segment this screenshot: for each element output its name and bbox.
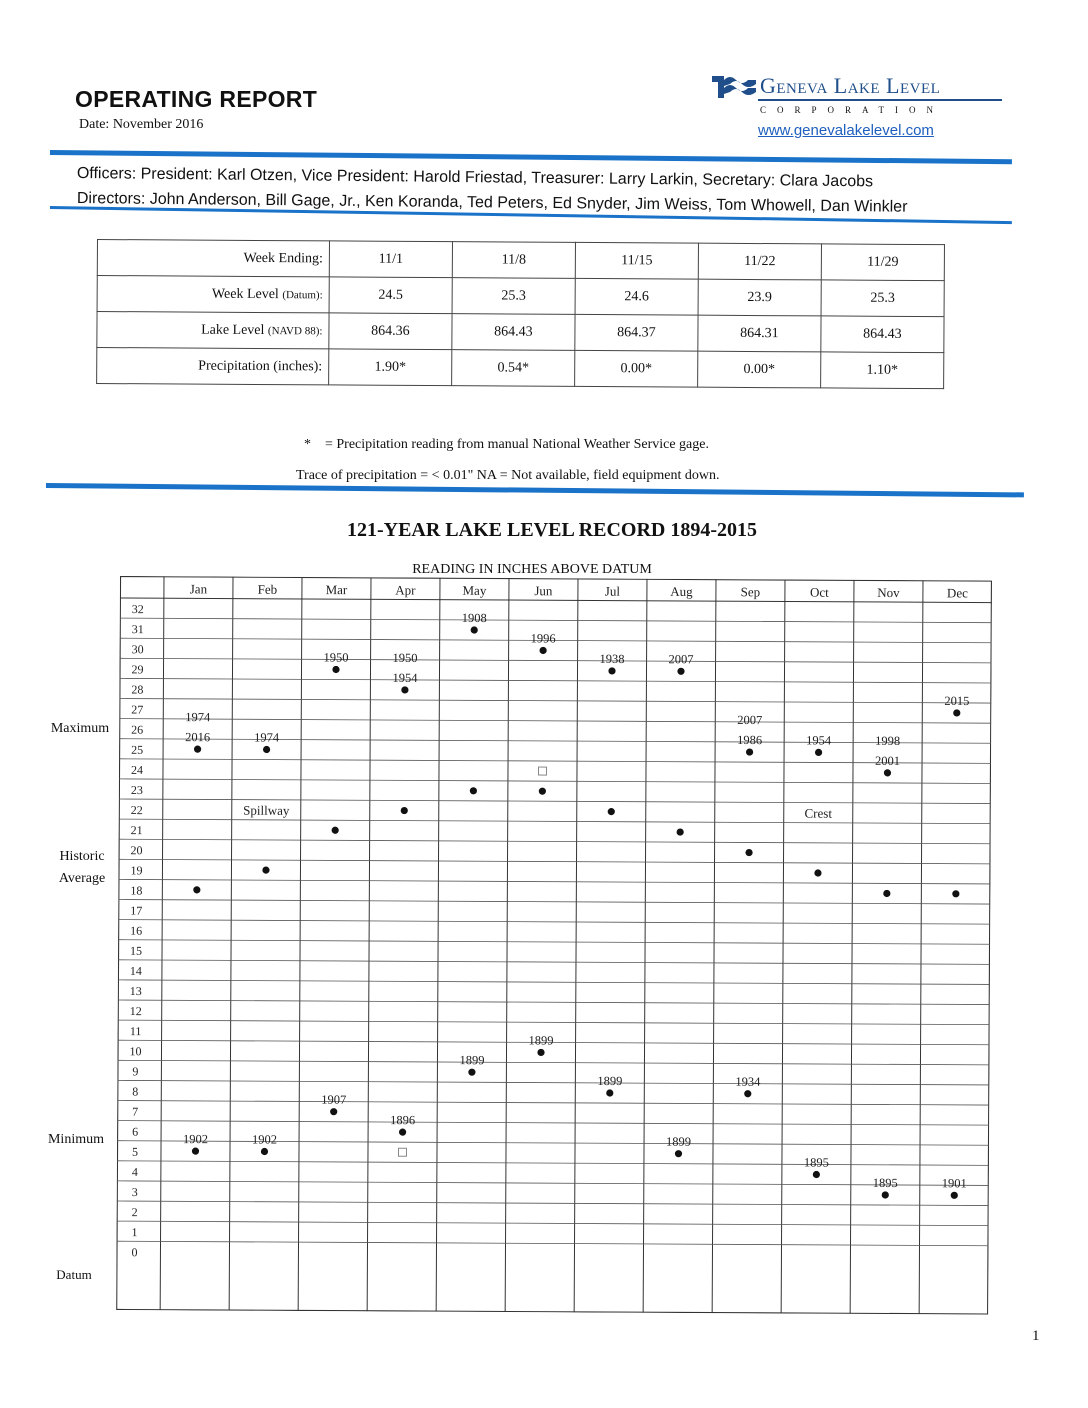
grid-hline bbox=[119, 698, 991, 703]
grid-hline bbox=[118, 960, 990, 965]
month-header: Sep bbox=[740, 584, 761, 600]
grid-vline bbox=[643, 579, 647, 1313]
min-year-label: 1902 bbox=[183, 1132, 209, 1147]
min-year-label: 1899 bbox=[459, 1053, 485, 1068]
website-link[interactable]: www.genevalakelevel.com bbox=[758, 122, 934, 139]
max-level-dot bbox=[746, 748, 753, 755]
month-header: Feb bbox=[257, 581, 278, 597]
week-ending-cell: 11/29 bbox=[821, 244, 944, 281]
week-level-cell: 24.6 bbox=[575, 278, 698, 315]
record-grid-svg bbox=[116, 576, 992, 1315]
level-label: 14 bbox=[129, 963, 142, 978]
asterisk-note: * = Precipitation reading from manual National Weather Service gage. bbox=[304, 437, 709, 452]
grid-hline bbox=[117, 1080, 989, 1085]
average-level-dot bbox=[883, 890, 890, 897]
grid-hline bbox=[117, 1141, 989, 1146]
max-level-dot bbox=[884, 769, 891, 776]
month-header: Mar bbox=[325, 582, 348, 598]
max-level-dot bbox=[677, 668, 684, 675]
week-ending-cell: 11/1 bbox=[329, 241, 452, 278]
lake-level-cell: 864.37 bbox=[575, 314, 698, 351]
report-date: Date: November 2016 bbox=[79, 117, 204, 132]
max-year-label: 2016 bbox=[185, 730, 211, 745]
month-header: May bbox=[462, 582, 487, 598]
grid-hline bbox=[118, 980, 990, 985]
level-label: 2 bbox=[131, 1205, 138, 1220]
grid-hline bbox=[119, 719, 991, 724]
header-divider bbox=[50, 150, 1012, 164]
max-year-label: 2001 bbox=[875, 753, 901, 768]
min-year-label: 1896 bbox=[390, 1113, 416, 1128]
grid-hline bbox=[118, 940, 990, 945]
average-level-dot bbox=[193, 886, 200, 893]
side-label-minimum: Minimum bbox=[47, 1132, 104, 1147]
min-year-label: 1907 bbox=[321, 1092, 347, 1107]
level-label: 19 bbox=[130, 863, 143, 878]
max-level-dot bbox=[815, 749, 822, 756]
week-ending-row bbox=[97, 240, 944, 281]
min-level-dot bbox=[675, 1150, 682, 1157]
lake-level-record-grid bbox=[116, 576, 992, 1315]
max-year-label: 1950 bbox=[392, 650, 418, 666]
level-label: 17 bbox=[130, 903, 143, 918]
average-level-dot bbox=[401, 807, 408, 814]
week-level-cell: 25.3 bbox=[452, 278, 575, 315]
grid-vline bbox=[367, 577, 371, 1311]
max-year-label: 1974 bbox=[254, 730, 280, 745]
min-level-dot bbox=[468, 1069, 475, 1076]
level-label: 12 bbox=[129, 1004, 142, 1019]
lake-level-label: Lake Level (NAVD 88): bbox=[97, 312, 329, 349]
annotation-label: Spillway bbox=[243, 802, 290, 818]
average-level-dot bbox=[608, 808, 615, 815]
min-year-label: 1901 bbox=[941, 1176, 967, 1191]
max-level-dot bbox=[539, 647, 546, 654]
level-label: 15 bbox=[130, 943, 143, 958]
side-label-datum: Datum bbox=[56, 1267, 92, 1282]
grid-vline bbox=[160, 576, 164, 1310]
min-year-label: 1934 bbox=[735, 1074, 761, 1089]
grid-hline bbox=[118, 1020, 990, 1025]
level-label: 3 bbox=[131, 1184, 138, 1200]
record-title: 121-YEAR LAKE LEVEL RECORD 1894-2015 bbox=[346, 519, 758, 541]
grid-hline bbox=[119, 759, 991, 764]
average-level-dot bbox=[745, 849, 752, 856]
lake-level-cell: 864.43 bbox=[452, 314, 575, 351]
grid-vline bbox=[919, 580, 923, 1314]
current-level-marker bbox=[398, 1148, 406, 1156]
level-label: 4 bbox=[131, 1164, 138, 1179]
max-year-label: 2015 bbox=[944, 693, 970, 708]
month-header: Oct bbox=[809, 584, 829, 600]
min-year-label: 1895 bbox=[872, 1175, 898, 1191]
average-level-dot bbox=[470, 787, 477, 794]
month-header: Aug bbox=[670, 583, 693, 599]
grid-hline bbox=[117, 1121, 989, 1126]
min-level-dot bbox=[606, 1089, 613, 1096]
week-ending-label: Week Ending: bbox=[97, 240, 329, 277]
annotation-label: Crest bbox=[804, 805, 833, 821]
grid-hline bbox=[117, 1100, 989, 1105]
record-subtitle: READING IN INCHES ABOVE DATUM bbox=[412, 562, 652, 577]
min-level-dot bbox=[951, 1192, 958, 1199]
level-label: 23 bbox=[130, 782, 143, 798]
month-header: Jun bbox=[534, 583, 553, 599]
week-ending-cell: 11/15 bbox=[575, 242, 698, 279]
month-header: Nov bbox=[877, 584, 900, 601]
level-label: 9 bbox=[132, 1064, 139, 1079]
max-year-label: 1996 bbox=[530, 631, 556, 646]
notes-divider bbox=[46, 483, 1024, 497]
month-header: Jul bbox=[604, 583, 621, 599]
precipitation-cell: 1.90* bbox=[329, 349, 452, 386]
min-level-dot bbox=[192, 1148, 199, 1155]
max-year-label: 1950 bbox=[323, 650, 349, 665]
average-level-dot bbox=[814, 869, 821, 876]
company-logo-subtitle: CORPORATION bbox=[760, 105, 945, 115]
max-level-dot bbox=[471, 626, 478, 633]
level-label: 25 bbox=[131, 742, 144, 757]
min-level-dot bbox=[330, 1108, 337, 1115]
grid-hline bbox=[119, 859, 991, 864]
max-year-label: 1954 bbox=[806, 733, 832, 748]
max-level-dot bbox=[953, 709, 960, 716]
weekly-levels-table bbox=[96, 239, 945, 389]
week-level-row bbox=[97, 276, 944, 317]
level-label: 26 bbox=[131, 722, 144, 737]
level-label: 13 bbox=[129, 983, 142, 999]
min-year-label: 1902 bbox=[252, 1132, 278, 1147]
max-year-label: 2007 bbox=[737, 712, 763, 728]
max-year-label: 1954 bbox=[392, 670, 418, 686]
max-year-label: 1938 bbox=[599, 651, 625, 666]
trace-note: Trace of precipitation = < 0.01" NA = Not available, field equipment down. bbox=[296, 468, 720, 483]
grid-vline bbox=[505, 578, 509, 1312]
directors-line: Directors: John Anderson, Bill Gage, Jr., Ken Koranda, Ted Peters, Ed Snyder, Jim Weiss, Tom Whowell, Dan Winkler bbox=[76, 190, 908, 216]
grid-hline bbox=[120, 598, 992, 603]
month-header: Dec bbox=[946, 585, 968, 601]
grid-vline bbox=[574, 578, 578, 1312]
grid-hline bbox=[117, 1241, 989, 1246]
level-label: 31 bbox=[131, 622, 144, 637]
lake-level-row bbox=[97, 312, 944, 353]
precipitation-row bbox=[97, 348, 944, 389]
lake-level-cell: 864.43 bbox=[821, 316, 944, 353]
page-title: OPERATING REPORT bbox=[75, 86, 318, 112]
level-label: 11 bbox=[129, 1024, 142, 1039]
grid-vline bbox=[436, 578, 440, 1312]
level-label: 32 bbox=[131, 602, 144, 617]
grid-hline bbox=[119, 819, 991, 824]
page-number: 1 bbox=[1032, 1328, 1040, 1344]
grid-hline bbox=[117, 1221, 989, 1226]
level-label: 6 bbox=[132, 1124, 139, 1139]
week-level-label: Week Level (Datum): bbox=[97, 276, 329, 313]
max-year-label: 1908 bbox=[461, 610, 487, 626]
level-label: 24 bbox=[130, 762, 144, 777]
min-level-dot bbox=[744, 1090, 751, 1097]
max-level-dot bbox=[194, 746, 201, 753]
officers-line: Officers: President: Karl Otzen, Vice President: Harold Friestad, Treasurer: Larry Larkin, Secretary: Clara Jacobs bbox=[76, 165, 874, 191]
week-level-cell: 23.9 bbox=[698, 279, 821, 316]
precipitation-label: Precipitation (inches): bbox=[97, 348, 329, 385]
lake-level-cell: 864.36 bbox=[329, 313, 452, 350]
average-level-dot bbox=[332, 827, 339, 834]
max-year-label: 1974 bbox=[185, 710, 211, 725]
average-level-dot bbox=[677, 828, 684, 835]
level-label: 21 bbox=[130, 823, 143, 838]
week-level-cell: 25.3 bbox=[821, 280, 944, 317]
min-level-dot bbox=[882, 1191, 889, 1198]
max-level-dot bbox=[608, 667, 615, 674]
min-year-label: 1895 bbox=[803, 1155, 829, 1170]
side-label-average: Average bbox=[58, 871, 106, 886]
min-year-label: 1899 bbox=[528, 1033, 554, 1048]
level-label: 1 bbox=[131, 1225, 138, 1240]
level-label: 18 bbox=[130, 883, 143, 898]
min-level-dot bbox=[813, 1171, 820, 1178]
geneva-logo-icon bbox=[710, 72, 758, 107]
min-year-label: 1899 bbox=[597, 1073, 623, 1089]
level-label: 30 bbox=[131, 642, 144, 657]
grid-hline bbox=[118, 879, 990, 884]
max-level-dot bbox=[332, 666, 339, 673]
grid-vline bbox=[298, 577, 302, 1311]
grid-hline bbox=[117, 1161, 989, 1166]
level-label: 22 bbox=[130, 803, 143, 818]
grid-hline bbox=[117, 1181, 989, 1186]
side-label-historic: Historic bbox=[59, 849, 105, 864]
grid-hline bbox=[117, 1060, 989, 1065]
grid-hline bbox=[119, 739, 991, 744]
max-level-dot bbox=[401, 686, 408, 693]
week-ending-cell: 11/8 bbox=[452, 242, 575, 279]
side-label-maximum: Maximum bbox=[50, 721, 110, 736]
max-year-label: 2007 bbox=[668, 652, 694, 667]
average-level-dot bbox=[262, 866, 269, 873]
grid-hline bbox=[118, 920, 990, 925]
precipitation-cell: 0.00* bbox=[575, 350, 698, 387]
logo-underline bbox=[758, 99, 1002, 101]
max-year-label: 1986 bbox=[737, 732, 763, 748]
level-label: 27 bbox=[131, 702, 144, 717]
min-year-label: 1899 bbox=[666, 1134, 692, 1149]
level-label: 10 bbox=[129, 1044, 142, 1059]
week-ending-cell: 11/22 bbox=[698, 243, 821, 280]
month-header: Jan bbox=[189, 581, 208, 597]
average-level-dot bbox=[952, 890, 959, 897]
grid-hline bbox=[118, 1000, 990, 1005]
current-level-marker bbox=[538, 767, 546, 775]
precipitation-cell: 0.00* bbox=[698, 351, 821, 388]
grid-vline bbox=[781, 579, 785, 1313]
grid-hline bbox=[117, 1201, 989, 1206]
min-level-dot bbox=[399, 1129, 406, 1136]
grid-hline bbox=[119, 678, 991, 683]
min-level-dot bbox=[537, 1049, 544, 1056]
grid-hline bbox=[118, 899, 990, 904]
grid-vline bbox=[850, 580, 854, 1314]
grid-hline bbox=[119, 839, 991, 844]
level-label: 7 bbox=[132, 1104, 139, 1119]
level-label: 8 bbox=[132, 1084, 139, 1099]
company-logo-text: Geneva Lake Level bbox=[760, 73, 941, 98]
grid-hline bbox=[120, 618, 992, 623]
max-year-label: 1998 bbox=[875, 733, 901, 748]
precipitation-cell: 0.54* bbox=[452, 350, 575, 387]
level-label: 16 bbox=[130, 923, 143, 938]
precipitation-cell: 1.10* bbox=[821, 352, 944, 389]
month-header: Apr bbox=[395, 582, 416, 598]
level-label: 28 bbox=[131, 682, 144, 697]
level-label: 29 bbox=[131, 662, 144, 677]
week-level-cell: 24.5 bbox=[329, 277, 452, 314]
level-label: 20 bbox=[130, 843, 143, 858]
grid-vline bbox=[229, 577, 233, 1311]
grid-hline bbox=[119, 779, 991, 784]
level-label: 0 bbox=[131, 1245, 138, 1260]
lake-level-cell: 864.31 bbox=[698, 315, 821, 352]
grid-hline bbox=[120, 658, 992, 663]
level-label: 5 bbox=[131, 1144, 139, 1159]
min-level-dot bbox=[261, 1148, 268, 1155]
average-level-dot bbox=[539, 788, 546, 795]
grid-vline bbox=[712, 579, 716, 1313]
max-level-dot bbox=[263, 746, 270, 753]
